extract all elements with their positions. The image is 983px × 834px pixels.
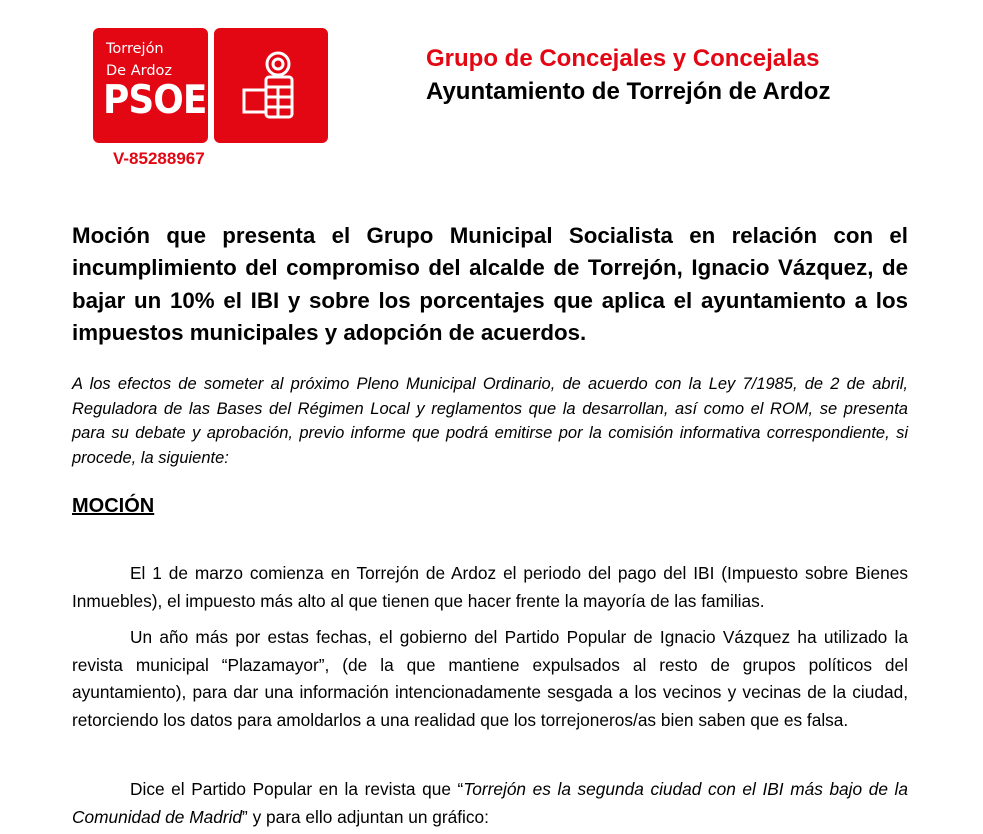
header-council-name: Ayuntamiento de Torrejón de Ardoz (426, 78, 831, 105)
header-group-name: Grupo de Concejales y Concejalas (426, 45, 820, 72)
p3-quote: Torrejón es la segunda ciudad con el IBI más bajo de la Comunidad de Madrid (72, 779, 908, 827)
p3-start: Dice el Partido Popular en la revista que “ (130, 779, 464, 799)
body-paragraph: El 1 de marzo comienza en Torrejón de Ardoz el periodo del pago del IBI (Impuesto sobre Bienes Inmuebles), el impuesto más alto al que tienen que hacer frente la mayoría de las familias. (72, 563, 908, 611)
body-paragraph: Un año más por estas fechas, el gobierno del Partido Popular de Ignacio Vázquez ha utilizado la revista municipal “Plazamayor”, (de la que mantiene expulsados al resto de grupos políticos del ayuntamiento), para dar una información intencionadamente sesgada a los vecinos y vecinas de la ciudad, retorciendo los datos para amoldarlos a una realidad que los torrejoneros/as bien saben que es falsa. (72, 627, 908, 731)
document-title: Moción que presenta el Grupo Municipal Socialista en relación con el incumplimiento del compromiso del alcalde de Torrejón, Ignacio Vázquez, de bajar un 10% el IBI y sobre los porcentajes que aplica el ayuntamiento a los impuestos municipales y adopción de acuerdos. (72, 223, 908, 345)
psoe-fist-rose-logo (214, 28, 328, 143)
logo-line2: De Ardoz (106, 63, 173, 79)
logo-line3: PSOE (103, 78, 207, 123)
intro-paragraph: A los efectos de someter al próximo Pleno Municipal Ordinario, de acuerdo con la Ley 7/1985, de 2 de abril, Reguladora de las Bases del Régimen Local y reglamentos que la desarrollan, así como el ROM, se presenta para su debate y aprobación, previo informe que podrá emitirse por la comisión informativa correspondiente, si procede, la siguiente: (72, 375, 908, 467)
psoe-logo-text-box (93, 28, 208, 143)
body-paragraph (72, 776, 908, 831)
cif-number: V-85288967 (113, 149, 205, 168)
logo-line1: Torrejón (106, 41, 164, 57)
fist-rose-icon (238, 50, 304, 122)
section-heading: MOCIÓN (72, 495, 155, 517)
p3-end: ” y para ello adjuntan un gráfico: (242, 806, 489, 827)
